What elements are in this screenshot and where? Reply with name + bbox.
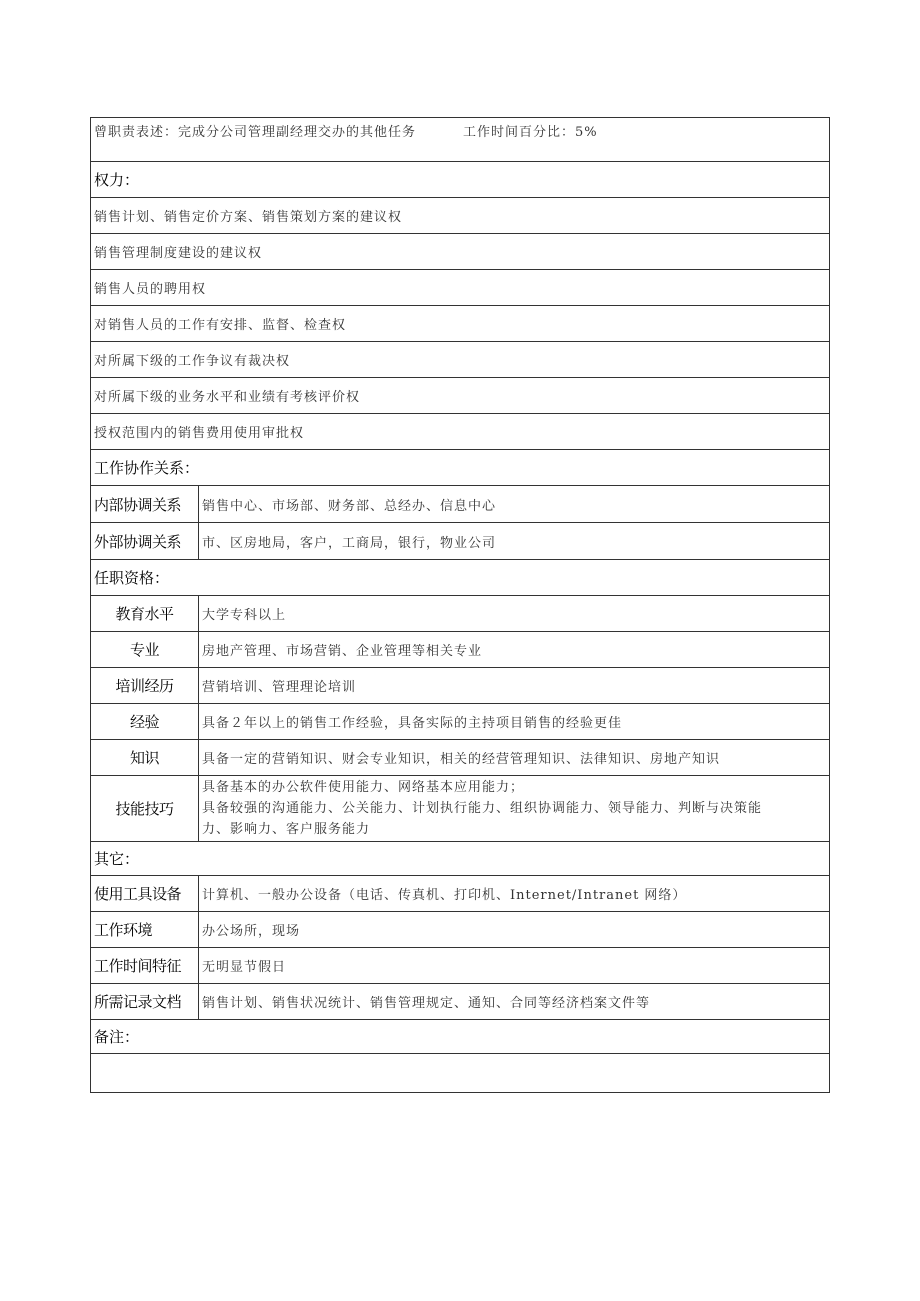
documents-row <box>91 984 830 1020</box>
external-coordination-value: 市、区房地局，客户，工商局，银行，物业公司 <box>202 535 497 551</box>
work-time-value: 无明显节假日 <box>202 960 287 975</box>
remarks-content <box>91 1054 829 1092</box>
authority-item-text: 销售人员的聘用权 <box>94 282 207 297</box>
education-label: 教育水平 <box>91 596 199 631</box>
duty-row <box>91 118 830 162</box>
knowledge-label: 知识 <box>91 740 199 775</box>
cooperation-title: 工作协作关系： <box>94 459 200 477</box>
training-label: 培训经历 <box>91 668 199 703</box>
other-title: 其它： <box>94 850 140 868</box>
experience-row <box>91 704 830 740</box>
other-header-row <box>91 842 830 876</box>
experience-value: 具备２年以上的销售工作经验，具备实际的主持项目销售的经验更佳 <box>202 716 623 731</box>
environment-label: 工作环境 <box>91 912 199 947</box>
skills-line: 具备较强的沟通能力、公关能力、计划执行能力、组织协调能力、领导能力、判断与决策能 <box>202 801 763 816</box>
tools-value: 计算机、一般办公设备（电话、传真机、打印机、Internet/Intranet 网络） <box>202 888 687 903</box>
skills-value <box>199 776 829 841</box>
training-value: 营销培训、管理理论培训 <box>202 680 357 695</box>
internal-coordination-row <box>91 486 830 523</box>
authority-item <box>91 378 830 414</box>
qualification-title: 任职资格： <box>94 569 170 587</box>
authority-item-text: 销售管理制度建设的建议权 <box>94 246 263 261</box>
education-row <box>91 596 830 632</box>
authority-item <box>91 234 830 270</box>
authority-title: 权力： <box>94 171 140 189</box>
documents-label: 所需记录文档 <box>91 984 199 1019</box>
knowledge-row <box>91 740 830 776</box>
authority-item-text: 销售计划、销售定价方案、销售策划方案的建议权 <box>94 210 403 225</box>
skills-row <box>91 776 830 842</box>
time-percent: 工作时间百分比：5% <box>463 125 598 140</box>
work-time-label: 工作时间特征 <box>91 948 199 983</box>
tools-row <box>91 876 830 912</box>
major-label: 专业 <box>91 632 199 667</box>
major-row <box>91 632 830 668</box>
authority-item <box>91 342 830 378</box>
training-row <box>91 668 830 704</box>
authority-item-text: 对所属下级的业务水平和业绩有考核评价权 <box>94 390 361 405</box>
authority-item-text: 对销售人员的工作有安排、监督、检查权 <box>94 318 347 333</box>
skills-line: 力、影响力、客户服务能力 <box>202 822 371 837</box>
external-coordination-label: 外部协调关系 <box>91 523 199 559</box>
internal-coordination-value: 销售中心、市场部、财务部、总经办、信息中心 <box>202 498 497 514</box>
tools-label: 使用工具设备 <box>91 876 199 911</box>
documents-value: 销售计划、销售状况统计、销售管理规定、通知、合同等经济档案文件等 <box>202 996 651 1011</box>
authority-header-row <box>91 162 830 198</box>
internal-coordination-label: 内部协调关系 <box>91 486 199 522</box>
skills-line: 具备基本的办公软件使用能力、网络基本应用能力； <box>202 780 525 795</box>
authority-item <box>91 270 830 306</box>
experience-label: 经验 <box>91 704 199 739</box>
cooperation-header-row <box>91 450 830 486</box>
duty-text: 曾职责表述：完成分公司管理副经理交办的其他任务 <box>94 125 417 140</box>
authority-item <box>91 306 830 342</box>
authority-item <box>91 414 830 450</box>
environment-row <box>91 912 830 948</box>
work-time-row <box>91 948 830 984</box>
job-description-table <box>90 117 830 1093</box>
major-value: 房地产管理、市场营销、企业管理等相关专业 <box>202 644 483 659</box>
remarks-header-row <box>91 1020 830 1054</box>
authority-item-text: 授权范围内的销售费用使用审批权 <box>94 426 305 441</box>
remarks-content-row <box>91 1054 830 1093</box>
knowledge-value: 具备一定的营销知识、财会专业知识，相关的经营管理知识、法律知识、房地产知识 <box>202 752 721 767</box>
remarks-title: 备注： <box>94 1028 140 1046</box>
authority-item-text: 对所属下级的工作争议有裁决权 <box>94 354 291 369</box>
external-coordination-row <box>91 523 830 560</box>
environment-value: 办公场所，现场 <box>202 924 301 939</box>
skills-label: 技能技巧 <box>91 776 199 841</box>
authority-item <box>91 198 830 234</box>
qualification-header-row <box>91 560 830 596</box>
education-value: 大学专科以上 <box>202 608 287 623</box>
